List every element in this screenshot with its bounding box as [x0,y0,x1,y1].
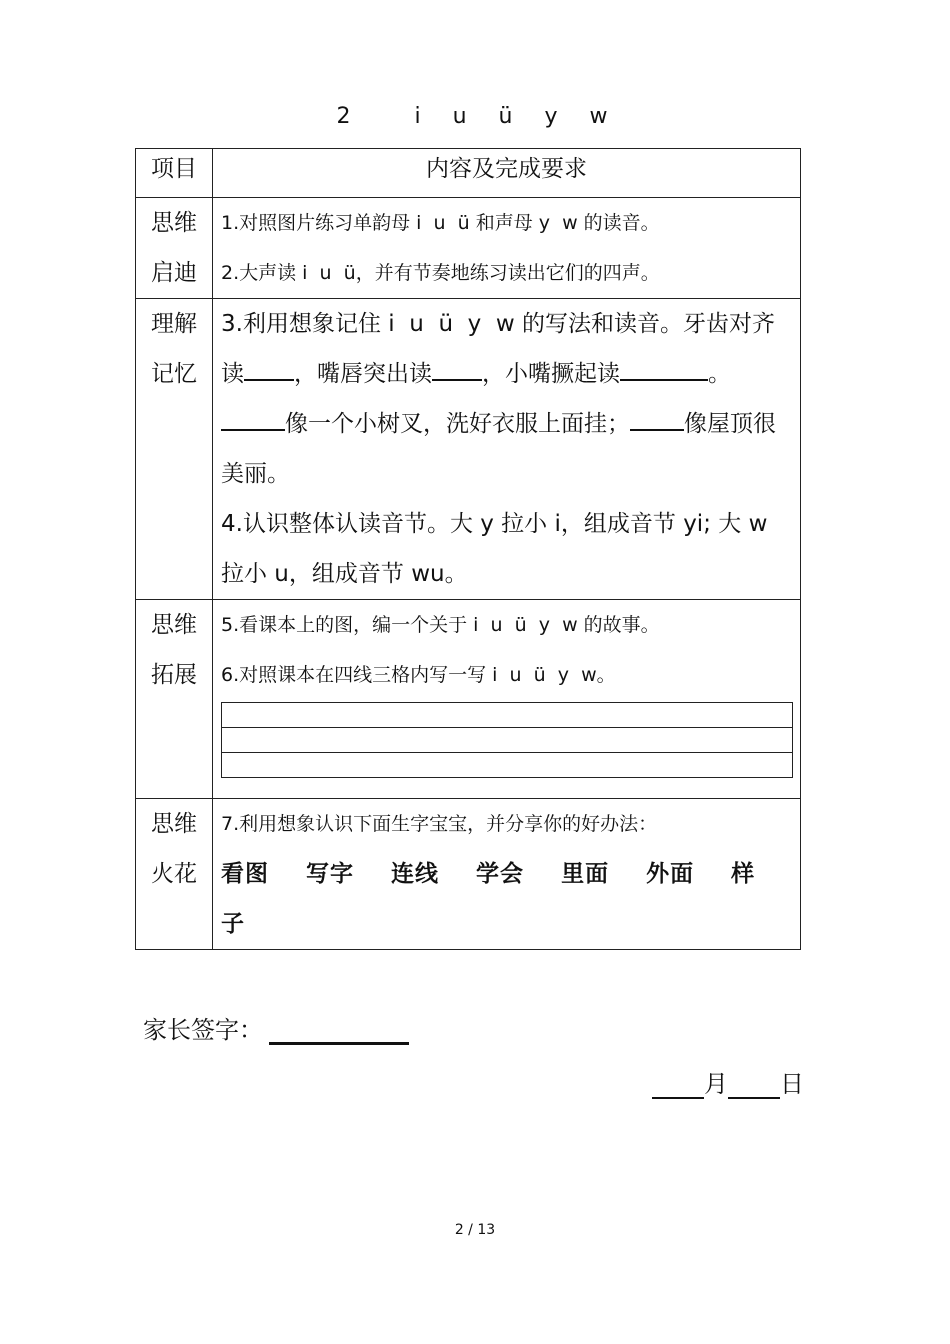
item-3-part: 。 [708,361,731,387]
item-3-part: 像一个小树叉，洗好衣服上面挂； [285,411,630,437]
content-cell [213,600,801,799]
word: 写字 [306,861,355,887]
item-text: 1.对照图片练习单韵母 i u ü 和声母 y w 的读音。 [221,212,660,234]
category-line: 理解 [151,311,197,337]
parent-signature [143,1010,409,1045]
fill-blank[interactable] [620,359,708,381]
content-cell [213,198,801,299]
category-line: 启迪 [151,260,197,286]
fill-blank[interactable] [244,359,294,381]
category-line: 思维 [151,210,197,236]
month-label: 月 [704,1070,728,1098]
category-cell [136,799,213,950]
fill-blank[interactable] [432,359,482,381]
category-line: 思维 [151,811,197,837]
table-row [136,299,801,600]
item-text: 5.看课本上的图，编一个关于 i u ü y w 的故事。 [221,614,660,636]
item-3-part: 3.利用想象记住 i u ü y w 的写法和读音。牙齿对齐读 [221,311,776,387]
lesson-letters: i u ü y w [414,104,614,129]
content-cell [213,799,801,950]
item-3-part: ，小嘴撅起读 [482,361,620,387]
category-line: 记忆 [151,361,197,387]
signature-label: 家长签字： [143,1016,263,1044]
signature-line[interactable] [269,1016,409,1045]
word: 外面 [646,861,695,887]
item-3-part: 像屋顶很美丽。 [221,411,776,487]
item-text: 6.对照课本在四线三格内写一写 i u ü y w。 [221,664,616,686]
word: 看图 [221,861,269,887]
four-line-grid[interactable] [221,702,793,778]
word: 样子 [221,861,756,937]
category-line: 思维 [151,612,197,638]
worksheet-table [135,148,801,950]
lesson-number: 2 [336,104,351,129]
table-row [136,600,801,799]
worksheet-title [0,104,950,129]
fill-blank[interactable] [221,409,285,431]
word: 连线 [391,861,440,887]
header-project: 项目 [136,149,213,198]
item-3-part: ，嘴唇突出读 [294,361,432,387]
item-7: 7.利用想象认识下面生字宝宝，并分享你的好办法： [221,813,658,835]
category-line: 拓展 [151,662,197,688]
date-field [652,1064,804,1099]
character-words [221,849,792,949]
word: 学会 [476,861,525,887]
day-label: 日 [780,1070,804,1098]
fill-blank[interactable] [630,409,684,431]
table-row [136,799,801,950]
category-cell [136,299,213,600]
item-4: 4.认识整体认读音节。大 y 拉小 i，组成音节 yi; 大 w 拉小 u，组成音节 wu。 [221,511,768,587]
table-header-row [136,149,801,198]
page-number: 2 / 13 [454,1222,496,1238]
header-content: 内容及完成要求 [213,149,801,198]
content-cell [213,299,801,600]
day-blank[interactable] [728,1071,780,1099]
table-row [136,198,801,299]
category-cell [136,600,213,799]
month-blank[interactable] [652,1071,704,1099]
item-text: 2.大声读 i u ü，并有节奏地练习读出它们的四声。 [221,262,660,284]
category-cell [136,198,213,299]
category-line: 火花 [151,861,197,887]
item-3 [221,299,792,499]
word: 里面 [561,861,610,887]
